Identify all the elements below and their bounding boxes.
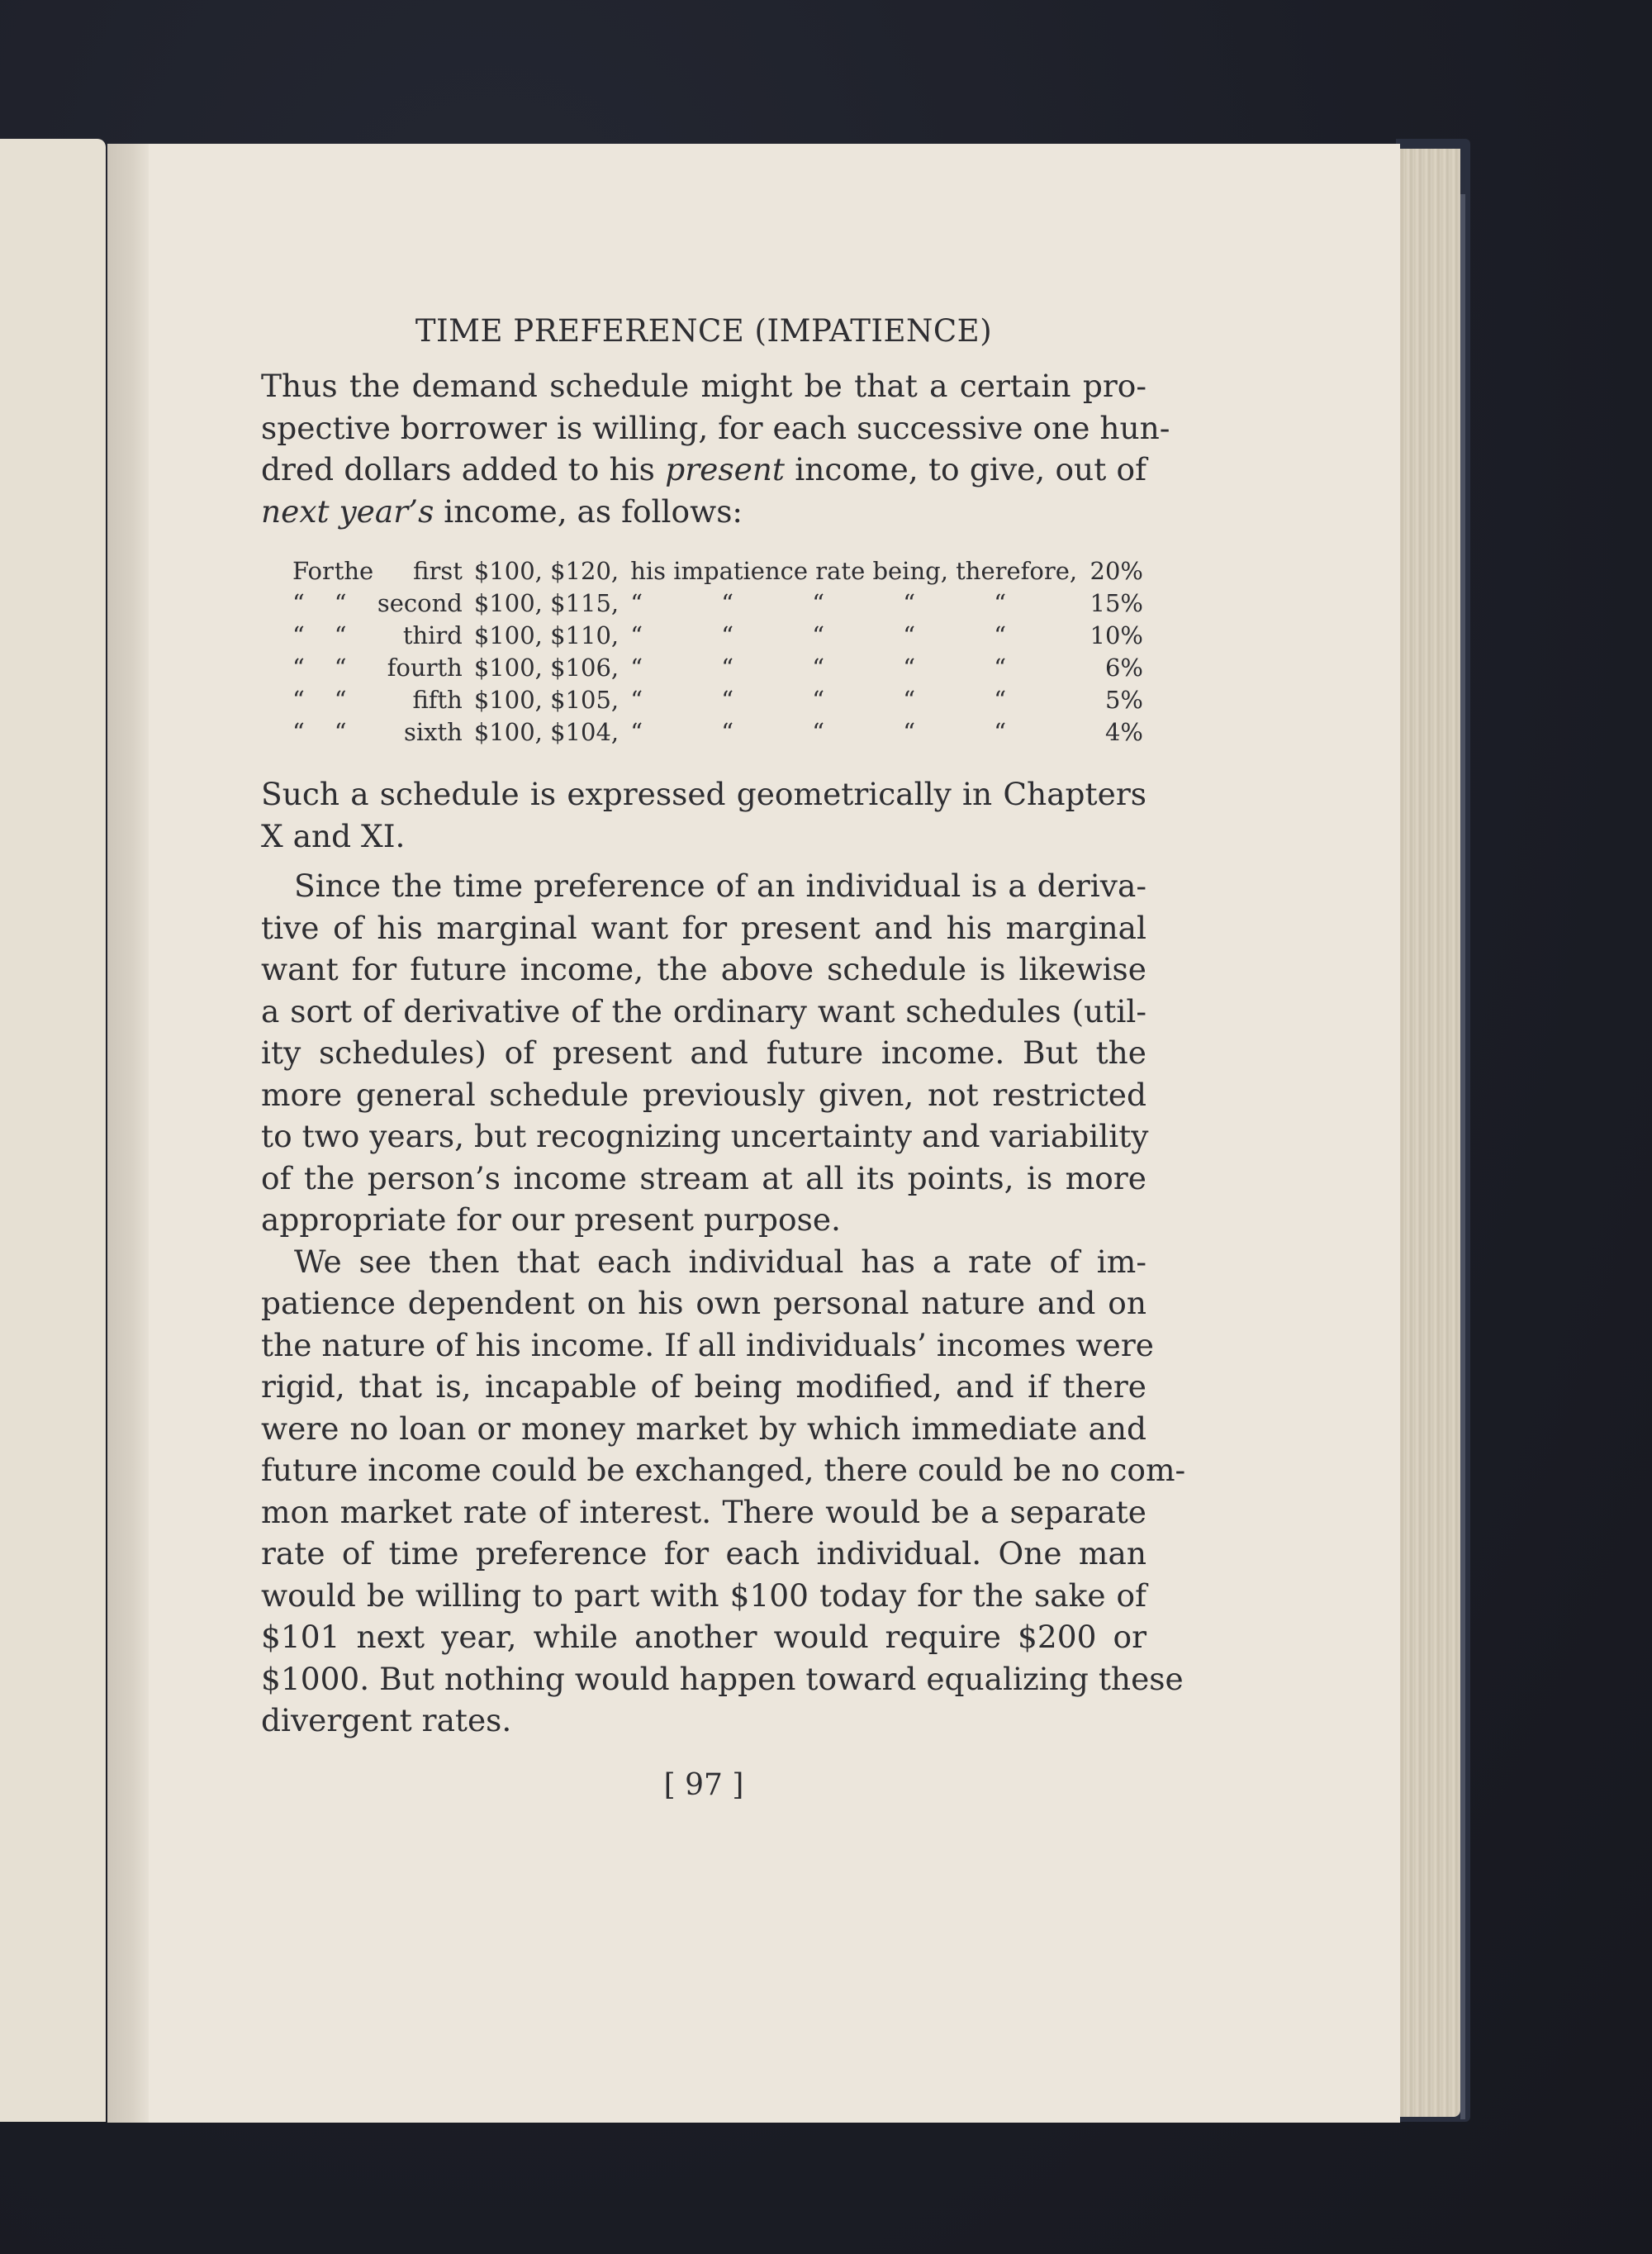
paragraph-geometric xyxy=(261,773,1146,857)
ditto-mark: “ xyxy=(994,621,1007,649)
ditto-mark: “ xyxy=(630,718,643,746)
ditto-mark: “ xyxy=(630,589,643,617)
text-line: Since the time preference of an individual is a deriva- xyxy=(294,868,1146,904)
ditto-mark: “ xyxy=(994,686,1007,714)
row-rate: 4% xyxy=(1104,718,1143,746)
row-lead-2: “ xyxy=(334,589,347,617)
row-rate: 10% xyxy=(1089,621,1143,649)
text-line: We see then that each individual has a rate of im- xyxy=(294,1243,1146,1280)
cover-spine-line xyxy=(1460,194,1465,2119)
present-amount: $100, xyxy=(473,718,543,746)
row-lead-2: “ xyxy=(334,621,347,649)
ditto-mark: “ xyxy=(903,686,916,714)
ditto-mark: “ xyxy=(903,654,916,682)
row-amounts xyxy=(474,684,630,716)
ditto-mark: “ xyxy=(630,621,643,649)
present-amount: $100, xyxy=(473,589,543,617)
text-line: appropriate for our present purpose. xyxy=(261,1201,841,1238)
row-lead-1: “ xyxy=(292,621,305,649)
row-amounts xyxy=(474,716,630,749)
ditto-mark: “ xyxy=(812,654,825,682)
ditto-mark: “ xyxy=(630,686,643,714)
paragraph-rate-of-impatience xyxy=(261,1241,1186,1742)
row-lead-1: “ xyxy=(292,654,305,682)
ditto-mark: “ xyxy=(812,718,825,746)
text-line: of the person’s income stream at all its points, is more xyxy=(261,1159,1146,1196)
text-line: more general schedule previously given, not restricted xyxy=(261,1076,1146,1113)
text-line: the nature of his income. If all individuals’ incomes were xyxy=(261,1326,1154,1363)
schedule-row xyxy=(292,555,1143,587)
present-amount: $100, xyxy=(473,621,543,649)
page-block-edges xyxy=(1396,149,1460,2117)
row-amounts xyxy=(474,555,630,587)
present-amount: $100, xyxy=(473,557,543,585)
impatience-schedule-table xyxy=(292,555,1143,749)
row-phrase xyxy=(630,684,1085,716)
row-rate: 20% xyxy=(1089,557,1143,585)
ditto-mark: “ xyxy=(903,718,916,746)
row-ordinal: fourth xyxy=(387,654,463,682)
row-amounts xyxy=(474,620,630,652)
row-ordinal: first xyxy=(413,557,463,585)
text-line: to two years, but recognizing uncertainty and variability xyxy=(261,1118,1149,1154)
ditto-mark: “ xyxy=(903,589,916,617)
future-amount: $115, xyxy=(550,589,620,617)
row-rate: 5% xyxy=(1104,686,1143,714)
future-amount: $106, xyxy=(550,654,620,682)
text-run: income, as follows: xyxy=(434,492,743,530)
text-line xyxy=(261,491,1146,533)
present-amount: $100, xyxy=(473,686,543,714)
running-head: TIME PREFERENCE (IMPATIENCE) xyxy=(415,313,993,349)
row-phrase xyxy=(630,652,1085,684)
page-number: [ 97 ] xyxy=(663,1768,744,1802)
row-lead-2: “ xyxy=(334,686,347,714)
ditto-mark: “ xyxy=(994,589,1007,617)
text-run: income, to give, out of xyxy=(785,451,1146,487)
text-line: would be willing to part with $100 today for the sake of xyxy=(261,1576,1146,1614)
future-amount: $105, xyxy=(550,686,620,714)
ditto-mark: “ xyxy=(721,718,734,746)
text-line: a sort of derivative of the ordinary want schedules (util- xyxy=(261,992,1146,1030)
row-amounts xyxy=(474,587,630,620)
row-phrase xyxy=(630,716,1085,749)
text-line: divergent rates. xyxy=(261,1702,512,1738)
page-gutter xyxy=(107,144,149,2123)
page-content xyxy=(261,311,1186,1742)
text-line: X and XI. xyxy=(261,817,406,854)
row-phrase xyxy=(630,587,1085,620)
row-rate: 6% xyxy=(1104,654,1143,682)
future-amount: $110, xyxy=(550,621,620,649)
text-line: $101 next year, while another would require $200 or xyxy=(261,1619,1146,1655)
text-line: future income could be exchanged, there could be no com- xyxy=(261,1452,1186,1488)
row-lead-1: “ xyxy=(292,686,305,714)
text-line: patience dependent on his own personal nature and on xyxy=(261,1285,1146,1321)
text-run: dred dollars added to his xyxy=(261,451,666,487)
ditto-mark: “ xyxy=(994,654,1007,682)
future-amount: $104, xyxy=(550,718,620,746)
emphasis-present: present xyxy=(665,451,786,487)
row-lead-2: the xyxy=(334,557,374,585)
text-line: were no loan or money market by which immediate and xyxy=(261,1410,1146,1447)
text-line: spective borrower is willing, for each successive one hun- xyxy=(261,409,1170,446)
schedule-row xyxy=(292,716,1143,749)
row-ordinal: fifth xyxy=(412,686,463,714)
schedule-row xyxy=(292,587,1143,620)
text-line: $1000. But nothing would happen toward equalizing these xyxy=(261,1660,1184,1697)
ditto-mark: “ xyxy=(994,718,1007,746)
ditto-mark: “ xyxy=(721,686,734,714)
text-line: Thus the demand schedule might be that a certain pro- xyxy=(261,368,1146,404)
text-line: want for future income, the above schedule is likewise xyxy=(261,951,1146,987)
row-amounts xyxy=(474,652,630,684)
row-phrase: his impatience rate being, therefore, xyxy=(630,557,1078,585)
text-line: Such a schedule is expressed geometrically in Chapters xyxy=(261,776,1146,812)
ditto-mark: “ xyxy=(721,654,734,682)
emphasis-next-year: next year’s xyxy=(261,492,434,530)
ditto-mark: “ xyxy=(721,589,734,617)
ditto-mark: “ xyxy=(812,621,825,649)
ditto-mark: “ xyxy=(721,621,734,649)
row-rate: 15% xyxy=(1089,589,1143,617)
row-ordinal: sixth xyxy=(404,718,463,746)
ditto-mark: “ xyxy=(630,654,643,682)
schedule-row xyxy=(292,620,1143,652)
ditto-mark: “ xyxy=(812,686,825,714)
text-line: rate of time preference for each individual. One man xyxy=(261,1535,1146,1572)
ditto-mark: “ xyxy=(903,621,916,649)
row-phrase xyxy=(630,620,1085,652)
text-line: tive of his marginal want for present and his marginal xyxy=(261,909,1146,946)
row-ordinal: second xyxy=(377,589,463,617)
row-lead-1: “ xyxy=(292,718,305,746)
row-lead-1: For xyxy=(292,557,334,585)
text-line: ity schedules) of present and future income. But the xyxy=(261,1034,1146,1071)
row-ordinal: third xyxy=(402,621,463,649)
present-amount: $100, xyxy=(473,654,543,682)
text-line: mon market rate of interest. There would be a separate xyxy=(261,1493,1146,1530)
schedule-row xyxy=(292,652,1143,684)
schedule-row xyxy=(292,684,1143,716)
future-amount: $120, xyxy=(550,557,620,585)
text-line xyxy=(261,449,1146,491)
row-lead-2: “ xyxy=(334,654,347,682)
text-line: rigid, that is, incapable of being modified, and if there xyxy=(261,1368,1146,1405)
row-lead-2: “ xyxy=(334,718,347,746)
ditto-mark: “ xyxy=(812,589,825,617)
row-lead-1: “ xyxy=(292,589,305,617)
paragraph-derivative xyxy=(261,865,1149,1241)
left-facing-page-edge xyxy=(0,139,106,2122)
paragraph-demand-schedule xyxy=(261,365,1170,532)
